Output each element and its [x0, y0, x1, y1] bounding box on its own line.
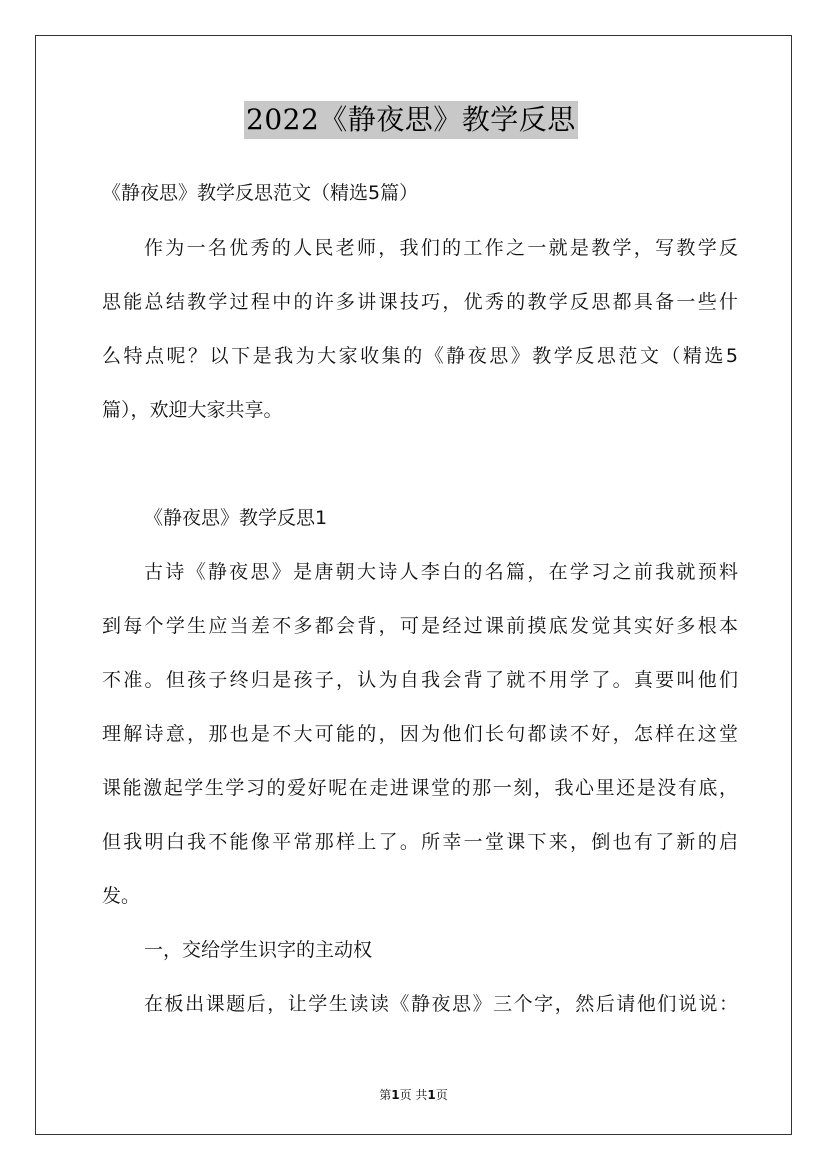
body-line: 到每个学生应当差不多都会背，可是经过课前摸底发觉其实好多根本 [102, 615, 738, 637]
body-line: 在板出课题后，让学生读读《静夜思》三个字，然后请他们说说： [144, 993, 738, 1015]
intro-line: 么特点呢？以下是我为大家收集的《静夜思》教学反思范文（精选5 [102, 345, 738, 367]
page-footer [0, 1086, 827, 1103]
intro-line: 作为一名优秀的人民老师，我们的工作之一就是教学，写教学反 [144, 237, 738, 259]
footer-page-suffix: 页 [435, 1088, 448, 1102]
intro-line: 篇），欢迎大家共享。 [102, 399, 283, 421]
document-title: 2022《静夜思》教学反思 [244, 101, 578, 139]
footer-page-prefix: 第 [379, 1088, 392, 1102]
body-line: 古诗《静夜思》是唐朝大诗人李白的名篇，在学习之前我就预料 [144, 561, 738, 583]
footer-page-number: 1 [391, 1088, 400, 1102]
point-heading: 一，交给学生识字的主动权 [144, 939, 373, 961]
footer-page-mid: 页 共 [399, 1088, 428, 1102]
subtitle: 《静夜思》教学反思范文（精选5篇） [102, 182, 419, 204]
body-line: 但我明白我不能像平常那样上了。所幸一堂课下来，倒也有了新的启 [102, 831, 738, 853]
footer-page-total: 1 [427, 1088, 436, 1102]
section-heading: 《静夜思》教学反思1 [144, 507, 328, 529]
body-line: 理解诗意，那也是不大可能的，因为他们长句都读不好，怎样在这堂 [102, 723, 738, 745]
body-line: 课能激起学生学习的爱好呢在走进课堂的那一刻，我心里还是没有底， [102, 777, 738, 799]
body-line: 不准。但孩子终归是孩子，认为自我会背了就不用学了。真要叫他们 [102, 669, 738, 691]
body-line: 发。 [102, 885, 141, 907]
intro-line: 思能总结教学过程中的许多讲课技巧，优秀的教学反思都具备一些什 [102, 291, 738, 313]
